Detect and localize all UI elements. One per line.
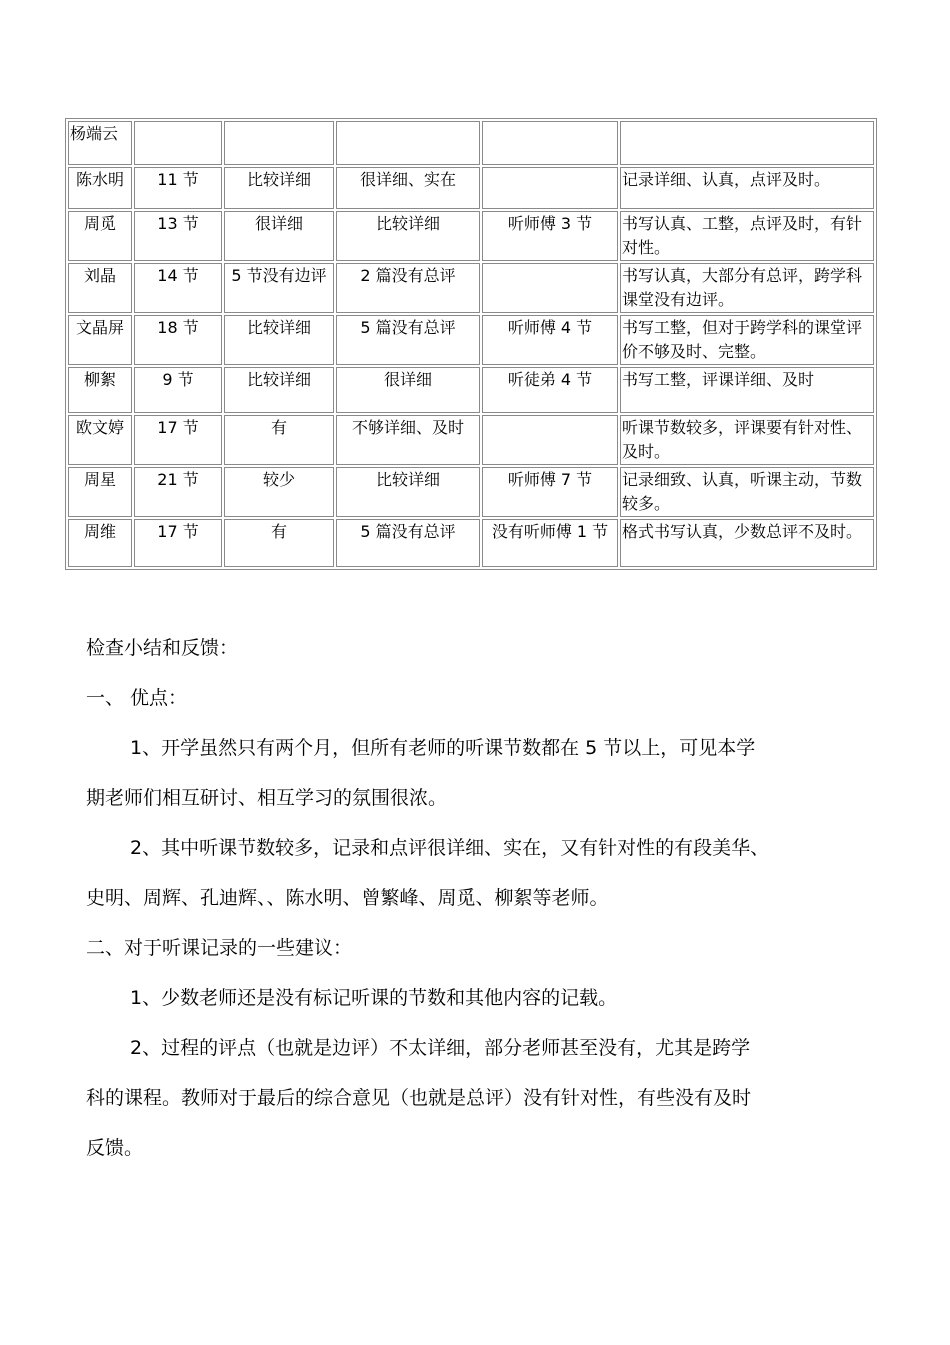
comment: 书写认真，大部分有总评，跨学科课堂没有边评。 (620, 263, 874, 313)
margin-evaluation: 比较详细 (224, 367, 334, 413)
strength-1-line-1: 1、开学虽然只有两个月，但所有老师的听课节数都在 5 节以上，可见本学 (130, 737, 756, 759)
comment: 格式书写认真，少数总评不及时。 (620, 519, 874, 567)
strength-2-line-1: 2、其中听课节数较多，记录和点评很详细、实在，又有针对性的有段美华、 (130, 837, 770, 859)
margin-evaluation (224, 121, 334, 165)
teacher-name: 周星 (68, 467, 132, 517)
table-row (68, 167, 874, 209)
suggestion-2-line-1: 2、过程的评点（也就是边评）不太详细，部分老师甚至没有，尤其是跨学 (130, 1037, 751, 1059)
mentor-lessons: 没有听师傅 1 节 (482, 519, 618, 567)
lesson-count: 21 节 (134, 467, 222, 517)
lesson-count (134, 121, 222, 165)
mentor-lessons (482, 415, 618, 465)
comment: 书写工整，但对于跨学科的课堂评价不够及时、完整。 (620, 315, 874, 365)
summary-evaluation: 5 篇没有总评 (336, 519, 480, 567)
comment: 记录细致、认真，听课主动，节数较多。 (620, 467, 874, 517)
mentor-lessons: 听师傅 3 节 (482, 211, 618, 261)
margin-evaluation: 有 (224, 519, 334, 567)
comment: 书写认真、工整，点评及时，有针对性。 (620, 211, 874, 261)
comment: 书写工整，评课详细、及时 (620, 367, 874, 413)
lesson-count: 13 节 (134, 211, 222, 261)
section-strengths-title: 一、 优点： (86, 687, 188, 709)
teacher-name: 陈水明 (68, 167, 132, 209)
mentor-lessons (482, 167, 618, 209)
teacher-name: 周觅 (68, 211, 132, 261)
margin-evaluation: 比较详细 (224, 167, 334, 209)
teacher-name: 文晶屏 (68, 315, 132, 365)
lesson-count: 9 节 (134, 367, 222, 413)
lesson-count: 17 节 (134, 519, 222, 567)
mentor-lessons: 听师傅 7 节 (482, 467, 618, 517)
summary-evaluation: 2 篇没有总评 (336, 263, 480, 313)
mentor-lessons: 听徒弟 4 节 (482, 367, 618, 413)
summary-evaluation: 很详细 (336, 367, 480, 413)
margin-evaluation: 很详细 (224, 211, 334, 261)
lesson-count: 17 节 (134, 415, 222, 465)
summary-evaluation: 不够详细、及时 (336, 415, 480, 465)
table-row (68, 415, 874, 465)
teacher-name: 刘晶 (68, 263, 132, 313)
comment: 记录详细、认真，点评及时。 (620, 167, 874, 209)
lesson-count: 18 节 (134, 315, 222, 365)
comment: 听课节数较多，评课要有针对性、及时。 (620, 415, 874, 465)
mentor-lessons: 听师傅 4 节 (482, 315, 618, 365)
lesson-count: 11 节 (134, 167, 222, 209)
table-row (68, 467, 874, 517)
teacher-name: 柳絮 (68, 367, 132, 413)
table-row (68, 263, 874, 313)
summary-evaluation: 比较详细 (336, 467, 480, 517)
margin-evaluation: 较少 (224, 467, 334, 517)
lesson-count: 14 节 (134, 263, 222, 313)
strength-2-line-2: 史明、周辉、孔迪辉、、陈水明、曾繁峰、周觅、柳絮等老师。 (86, 887, 609, 909)
summary-evaluation: 5 篇没有总评 (336, 315, 480, 365)
mentor-lessons (482, 263, 618, 313)
strength-1-line-2: 期老师们相互研讨、相互学习的氛围很浓。 (86, 787, 448, 809)
summary-evaluation: 比较详细 (336, 211, 480, 261)
margin-evaluation: 5 节没有边评 (224, 263, 334, 313)
summary-evaluation: 很详细、实在 (336, 167, 480, 209)
summary-evaluation (336, 121, 480, 165)
table-row (68, 315, 874, 365)
teacher-name: 周维 (68, 519, 132, 567)
teacher-name: 欧文婷 (68, 415, 132, 465)
table-row (68, 519, 874, 567)
mentor-lessons (482, 121, 618, 165)
summary-heading: 检查小结和反馈： (86, 637, 239, 659)
listening-record-table (65, 118, 877, 570)
suggestion-2-line-2: 科的课程。教师对于最后的综合意见（也就是总评）没有针对性，有些没有及时 (86, 1087, 752, 1109)
suggestion-2-line-3: 反馈。 (86, 1137, 144, 1159)
table-row (68, 367, 874, 413)
table-row (68, 211, 874, 261)
margin-evaluation: 有 (224, 415, 334, 465)
inspection-summary (86, 630, 876, 1170)
comment (620, 121, 874, 165)
suggestion-1: 1、少数老师还是没有标记听课的节数和其他内容的记载。 (130, 987, 618, 1009)
teacher-name: 杨端云 (68, 121, 132, 165)
table-row (68, 121, 874, 165)
margin-evaluation: 比较详细 (224, 315, 334, 365)
section-suggestions-title: 二、对于听课记录的一些建议： (86, 937, 353, 959)
